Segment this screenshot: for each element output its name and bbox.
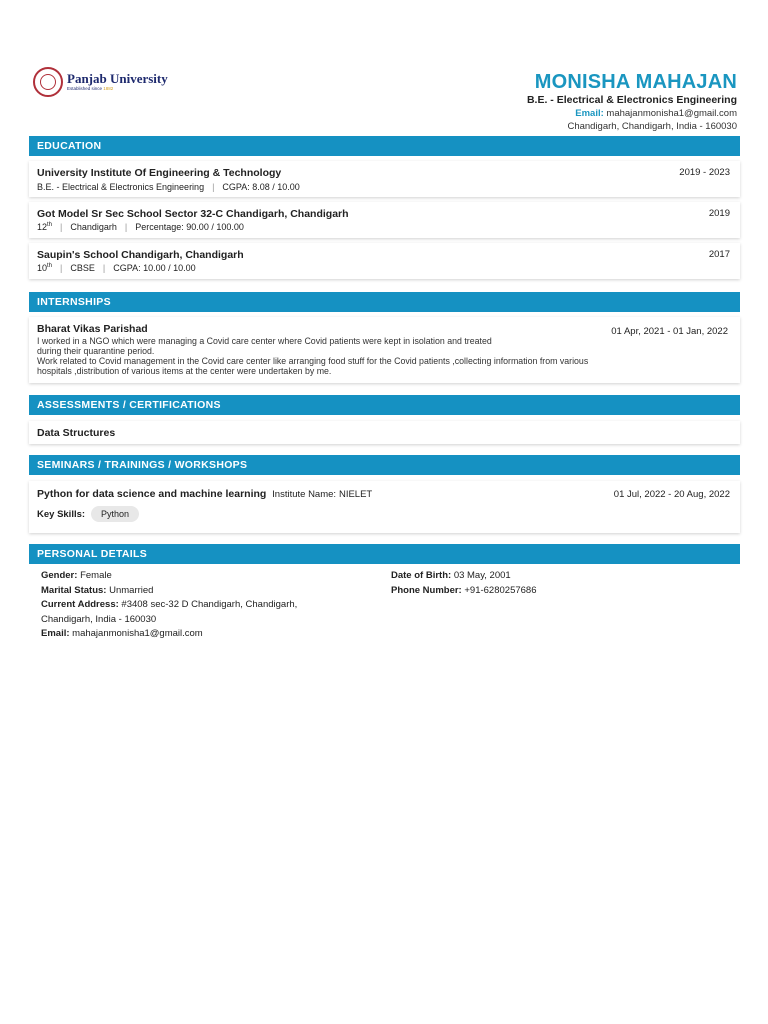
education-details: 12th | Chandigarh | Percentage: 90.00 / 100.00 xyxy=(37,222,244,232)
logo-name: Panjab University xyxy=(67,71,168,86)
education-details: B.E. - Electrical & Electronics Engineering | CGPA: 8.08 / 10.00 xyxy=(37,182,300,192)
education-item xyxy=(29,243,740,279)
section-seminars-header: SEMINARS / TRAININGS / WORKSHOPS xyxy=(29,455,740,475)
section-education-header: EDUCATION xyxy=(29,136,740,156)
education-years: 2019 xyxy=(708,208,730,219)
internship-dates: 01 Apr, 2021 - 01 Jan, 2022 xyxy=(611,326,728,337)
education-item xyxy=(29,202,740,238)
email-link[interactable]: mahajanmonisha1@gmail.com xyxy=(606,108,737,119)
section-assessments-header: ASSESSMENTS / CERTIFICATIONS xyxy=(29,395,740,415)
seminar-dates: 01 Jul, 2022 - 20 Aug, 2022 xyxy=(613,489,730,500)
education-years: 2017 xyxy=(708,249,730,260)
section-internships-header: INTERNSHIPS xyxy=(29,292,740,312)
header-location: Chandigarh, Chandigarh, India - 160030 xyxy=(567,121,737,132)
marital-row: Marital Status: Unmarried xyxy=(41,584,154,596)
header-email: Email: mahajanmonisha1@gmail.com xyxy=(575,108,737,119)
education-item xyxy=(29,161,740,197)
education-details: 10th | CBSE | CGPA: 10.00 / 10.00 xyxy=(37,263,196,273)
address-row: Current Address: #3408 sec-32 D Chandigarh, Chandigarh, xyxy=(41,599,298,610)
candidate-degree: B.E. - Electrical & Electronics Engineering xyxy=(526,94,737,106)
logo-tagline: Established since 1882 xyxy=(67,86,114,91)
university-logo xyxy=(33,67,168,97)
seminar-item xyxy=(29,481,740,533)
assessment-item xyxy=(29,421,740,444)
skill-chip: Python xyxy=(91,506,139,522)
section-personal-header: PERSONAL DETAILS xyxy=(29,544,740,564)
email-row: Email: mahajanmonisha1@gmail.com xyxy=(41,628,203,639)
university-seal-icon xyxy=(33,67,63,97)
dob-row: Date of Birth: 03 May, 2001 xyxy=(391,570,511,581)
address-row-cont: Chandigarh, India - 160030 xyxy=(41,613,157,625)
personal-left-column xyxy=(41,569,297,642)
internship-description: I worked in a NGO which were managing a Covid care center where Covid patients were kept in isolation and treated during their quarantine period. Work related to Covid management in the Covid care center like arranging food stuff for the Covid patients ,collecting information from various hospitals ,distribution of various items at the center were undertaken by me. xyxy=(37,336,589,376)
school-name: Saupin's School Chandigarh, Chandigarh xyxy=(37,249,244,261)
candidate-name: MONISHA MAHAJAN xyxy=(534,71,737,93)
seminar-title: Python for data science and machine learning Institute Name: NIELET xyxy=(37,488,373,500)
school-name: Got Model Sr Sec School Sector 32-C Chandigarh, Chandigarh xyxy=(37,208,349,220)
key-skills-label: Key Skills: xyxy=(37,509,86,520)
resume-header xyxy=(527,70,737,133)
phone-row: Phone Number: +91-6280257686 xyxy=(391,584,537,596)
internship-item xyxy=(29,317,740,383)
assessment-name: Data Structures xyxy=(37,427,116,439)
personal-right-column xyxy=(391,569,537,598)
education-years: 2019 - 2023 xyxy=(679,167,730,178)
school-name: University Institute Of Engineering & Technology xyxy=(37,167,282,179)
gender-row: Gender: Female xyxy=(41,570,112,581)
internship-org: Bharat Vikas Parishad xyxy=(37,323,148,335)
personal-email-link[interactable]: mahajanmonisha1@gmail.com xyxy=(72,628,203,639)
